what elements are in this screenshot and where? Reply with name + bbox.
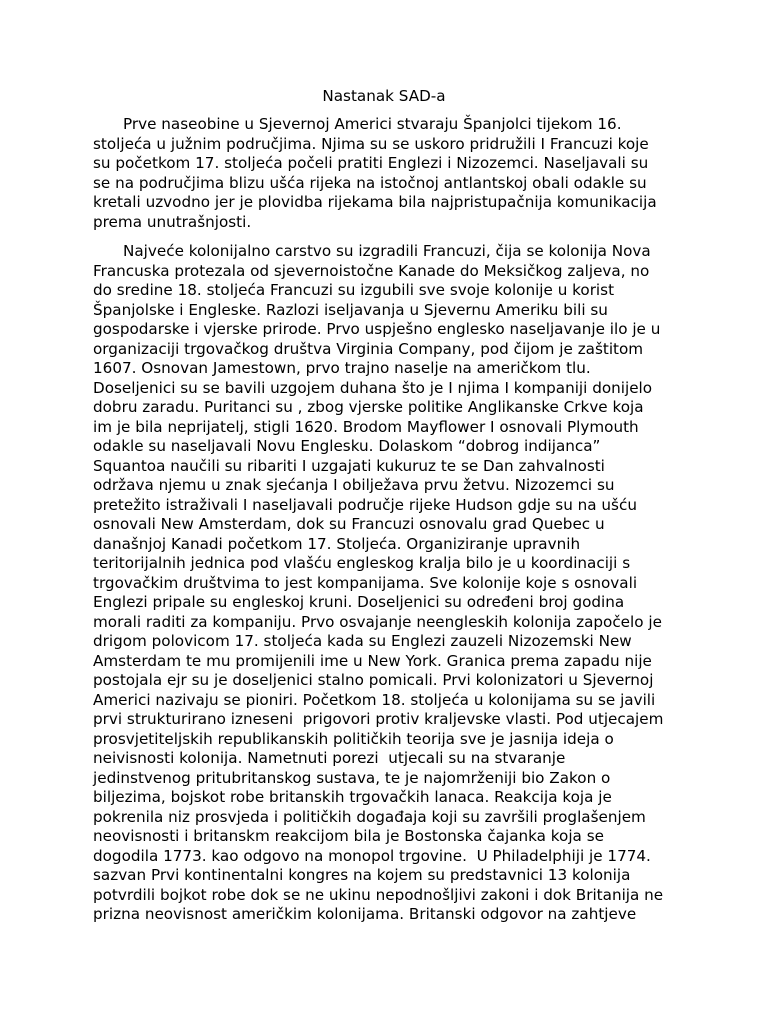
paragraph-line: gospodarske i vjerske prirode. Prvo uspješno englesko naseljavanje ilo je u (93, 320, 661, 338)
paragraph-line: Francuska protezala od sjevernoistočne Kanade do Meksičkog zaljeva, no (93, 261, 650, 280)
paragraph-line: Squantoa naučili su ribariti I uzgajati kukuruz te se Dan zahvalnosti (93, 456, 605, 475)
paragraph-line: trgovačkim društvima to jest kompanijama. Sve kolonije koje s osnovali (93, 573, 638, 592)
paragraph-line: Englezi pripale su engleskoj kruni. Doseljenici su određeni broj godina (93, 593, 625, 611)
paragraph-line: do sredine 18. stoljeća Francuzi su izgubili sve svoje kolonije u korist (93, 281, 615, 299)
paragraph-line: stoljeća u južnim područjima. Njima su se uskoro pridružili I Francuzi koje (93, 134, 649, 153)
paragraph-line: neivisnosti kolonija. Nametnuti porezi utjecali su na stvaranje (93, 749, 566, 767)
paragraph-line: prvi strukturirano izneseni prigovori protiv kraljevske vlasti. Pod utjecajem (93, 710, 664, 728)
paragraph-line: Americi nazivaju se pioniri. Početkom 18. stoljeća u kolonijama su se javili (93, 690, 656, 709)
paragraph-line: organizaciji trgovačkog društva Virginia Company, pod čijom je zaštitom (93, 339, 644, 358)
paragraph-line: današnjoj Kanadi početkom 17. Stoljeća. Organiziranje upravnih (93, 534, 581, 553)
paragraph-line: osnovali New Amsterdam, dok su Francuzi osnovalu grad Quebec u (93, 515, 605, 533)
paragraph-line: biljezima, bojskot robe britanskih trgovačkih lanaca. Reakcija koja je (93, 788, 612, 806)
paragraph-line: 1607. Osnovan Jamestown, prvo trajno naselje na američkom tlu. (93, 359, 591, 377)
paragraph-line: odakle su naseljavali Novu Englesku. Dolaskom “dobrog indijanca” (93, 437, 601, 455)
paragraph-line: Prve naseobine u Sjevernoj Americi stvaraju Španjolci tijekom 16. (123, 115, 622, 133)
document-title: Nastanak SAD-a (322, 87, 446, 105)
paragraph-2 (93, 242, 693, 925)
paragraph-line: dobru zaradu. Puritanci su , zbog vjerske politike Anglikanske Crkve koja (93, 398, 644, 416)
paragraph-line: neovisnosti i britanskm reakcijom bila je Bostonska čajanka koja se (93, 827, 604, 845)
paragraph-line: Španjolske i Engleske. Razlozi iseljavanja u Sjevernu Ameriku bili su (93, 300, 608, 319)
paragraph-line: prema unutrašnjosti. (93, 212, 252, 231)
paragraph-line: Doseljenici su se bavili uzgojem duhana što je I njima I kompaniji donijelo (93, 378, 653, 397)
paragraph-line: im je bila neprijatelj, stigli 1620. Brodom Mayflower I osnovali Plymouth (93, 417, 639, 436)
paragraph-line: jedinstvenog pritubritanskog sustava, te je najomrženiji bio Zakon o (93, 768, 611, 787)
paragraph-line: održava njemu u znak sjećanja I obilježava prvu žetvu. Nizozemci su (93, 476, 615, 494)
paragraph-line: prosvjetiteljskih republikanskih političkih teorija sve je jasnija ideja o (93, 729, 614, 748)
paragraph-line: se na područjima blizu ušća rijeka na istočnoj antlantskoj obali odakle su (93, 173, 647, 192)
paragraph-line: teritorijalnih jednica pod vlašću engleskog kralja bilo je u koordinaciji s (93, 554, 631, 572)
paragraph-line: Amsterdam te mu promijenili ime u New York. Granica prema zapadu nije (93, 651, 652, 670)
paragraph-line: drigom polovicom 17. stoljeća kada su Englezi zauzeli Nizozemski New (93, 632, 632, 650)
paragraph-line: su početkom 17. stoljeća počeli pratiti Englezi i Nizozemci. Naseljavali su (93, 154, 649, 172)
paragraph-line: Najveće kolonijalno carstvo su izgradili Francuzi, čija se kolonija Nova (123, 242, 651, 260)
paragraph-line: postojala ejr su je doseljenici stalno pomicali. Prvi kolonizatori u Sjevernoj (93, 671, 654, 689)
paragraph-line: sazvan Prvi kontinentalni kongres na kojem su predstavnici 13 kolonija (93, 866, 631, 884)
paragraph-line: potvrdili bojkot robe dok se ne ukinu nepodnošljivi zakoni i dok Britanija ne (93, 885, 664, 904)
paragraph-line: prizna neovisnost američkim kolonijama. Britanski odgovor na zahtjeve (93, 905, 637, 923)
paragraph-1 (93, 115, 693, 232)
paragraph-line: kretali uzvodno jer je plovidba rijekama bila najpristupačnija komunikacija (93, 193, 657, 211)
paragraph-line: pokrenila niz prosvjeda i političkih događaja koji su završili proglašenjem (93, 807, 646, 826)
paragraph-line: morali raditi za kompaniju. Prvo osvajanje neengleskih kolonija započelo je (93, 612, 662, 631)
paragraph-line: pretežito istraživali I naseljavali područje rijeke Hudson gdje su na ušću (93, 495, 637, 514)
paragraph-line: dogodila 1773. kao odgovo na monopol trgovine. U Philadelphiji je 1774. (93, 846, 651, 865)
